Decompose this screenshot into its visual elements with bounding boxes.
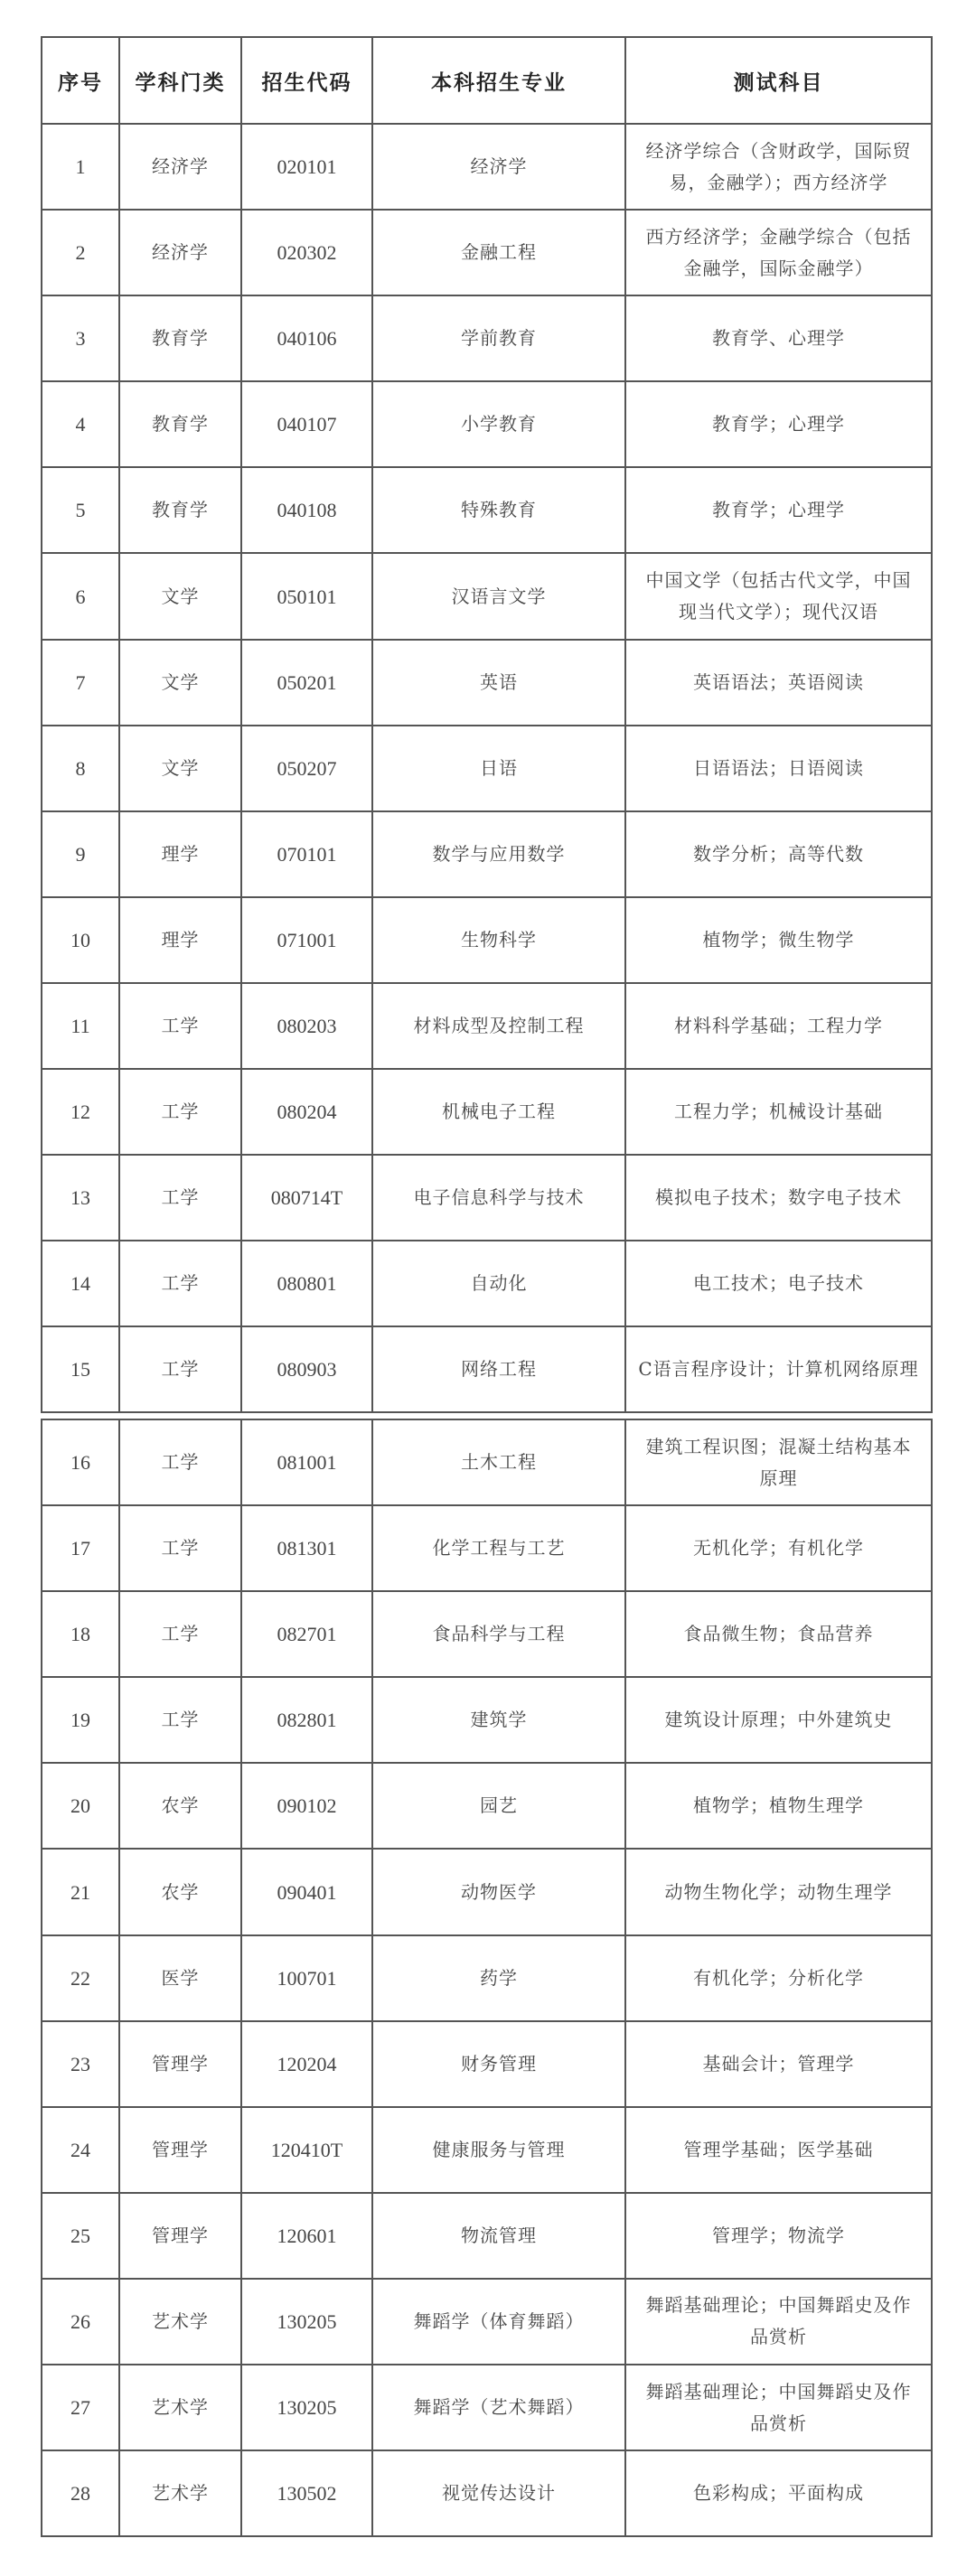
- cell-major: 电子信息科学与技术: [372, 1155, 625, 1241]
- cell-category: 管理学: [119, 2021, 241, 2107]
- cell-index: 7: [42, 640, 119, 726]
- cell-index: 22: [42, 1935, 119, 2021]
- cell-index: 1: [42, 124, 119, 210]
- table-row: [42, 640, 932, 726]
- cell-subjects: C语言程序设计；计算机网络原理: [625, 1326, 932, 1412]
- table-header-row: [42, 37, 932, 124]
- cell-code: 120204: [241, 2021, 372, 2107]
- cell-index: 28: [42, 2450, 119, 2536]
- cell-subjects: 无机化学；有机化学: [625, 1505, 932, 1591]
- cell-code: 071001: [241, 897, 372, 983]
- header-major: 本科招生专业: [372, 37, 625, 124]
- table-row: [42, 295, 932, 381]
- cell-category: 教育学: [119, 295, 241, 381]
- cell-major: 日语: [372, 726, 625, 811]
- cell-category: 医学: [119, 1935, 241, 2021]
- cell-subjects: 经济学综合（含财政学，国际贸易，金融学）；西方经济学: [625, 124, 932, 210]
- table-row: [42, 1935, 932, 2021]
- admissions-table-part-2: [41, 1419, 933, 2537]
- cell-index: 2: [42, 210, 119, 295]
- table-row: [42, 2021, 932, 2107]
- table-row: [42, 1069, 932, 1155]
- cell-code: 080714T: [241, 1155, 372, 1241]
- cell-major: 物流管理: [372, 2193, 625, 2279]
- cell-major: 数学与应用数学: [372, 811, 625, 897]
- cell-category: 工学: [119, 1505, 241, 1591]
- cell-subjects: 数学分析；高等代数: [625, 811, 932, 897]
- cell-index: 11: [42, 983, 119, 1069]
- cell-major: 金融工程: [372, 210, 625, 295]
- cell-category: 农学: [119, 1763, 241, 1849]
- cell-category: 教育学: [119, 467, 241, 553]
- cell-major: 园艺: [372, 1763, 625, 1849]
- cell-code: 080204: [241, 1069, 372, 1155]
- cell-index: 3: [42, 295, 119, 381]
- cell-code: 020302: [241, 210, 372, 295]
- cell-index: 20: [42, 1763, 119, 1849]
- table-row: [42, 1241, 932, 1326]
- cell-code: 040108: [241, 467, 372, 553]
- table-body-part-2: [42, 1419, 932, 2536]
- cell-major: 英语: [372, 640, 625, 726]
- cell-subjects: 材料科学基础；工程力学: [625, 983, 932, 1069]
- cell-code: 090102: [241, 1763, 372, 1849]
- cell-category: 文学: [119, 726, 241, 811]
- cell-category: 经济学: [119, 210, 241, 295]
- header-category: 学科门类: [119, 37, 241, 124]
- cell-major: 建筑学: [372, 1677, 625, 1763]
- cell-index: 5: [42, 467, 119, 553]
- cell-major: 动物医学: [372, 1849, 625, 1934]
- cell-index: 6: [42, 553, 119, 639]
- table-row: [42, 811, 932, 897]
- table-row: [42, 124, 932, 210]
- table-row: [42, 2279, 932, 2365]
- cell-subjects: 西方经济学；金融学综合（包括金融学，国际金融学）: [625, 210, 932, 295]
- cell-major: 经济学: [372, 124, 625, 210]
- cell-subjects: 基础会计；管理学: [625, 2021, 932, 2107]
- cell-subjects: 有机化学；分析化学: [625, 1935, 932, 2021]
- cell-category: 工学: [119, 1591, 241, 1677]
- cell-code: 080801: [241, 1241, 372, 1326]
- cell-major: 汉语言文学: [372, 553, 625, 639]
- cell-index: 21: [42, 1849, 119, 1934]
- cell-index: 17: [42, 1505, 119, 1591]
- cell-code: 130205: [241, 2365, 372, 2450]
- cell-major: 小学教育: [372, 381, 625, 467]
- table-row: [42, 983, 932, 1069]
- cell-subjects: 动物生物化学；动物生理学: [625, 1849, 932, 1934]
- cell-major: 财务管理: [372, 2021, 625, 2107]
- cell-code: 081001: [241, 1419, 372, 1505]
- cell-code: 130502: [241, 2450, 372, 2536]
- cell-subjects: 教育学；心理学: [625, 467, 932, 553]
- cell-subjects: 管理学；物流学: [625, 2193, 932, 2279]
- cell-code: 040107: [241, 381, 372, 467]
- cell-code: 100701: [241, 1935, 372, 2021]
- cell-category: 文学: [119, 640, 241, 726]
- cell-index: 26: [42, 2279, 119, 2365]
- cell-subjects: 中国文学（包括古代文学，中国现当代文学）；现代汉语: [625, 553, 932, 639]
- cell-subjects: 建筑设计原理；中外建筑史: [625, 1677, 932, 1763]
- cell-major: 健康服务与管理: [372, 2107, 625, 2193]
- cell-subjects: 食品微生物；食品营养: [625, 1591, 932, 1677]
- cell-category: 经济学: [119, 124, 241, 210]
- cell-code: 040106: [241, 295, 372, 381]
- cell-major: 生物科学: [372, 897, 625, 983]
- cell-code: 090401: [241, 1849, 372, 1934]
- cell-index: 25: [42, 2193, 119, 2279]
- header-index: 序号: [42, 37, 119, 124]
- table-row: [42, 1505, 932, 1591]
- cell-subjects: 色彩构成；平面构成: [625, 2450, 932, 2536]
- table-row: [42, 726, 932, 811]
- table-row: [42, 1591, 932, 1677]
- table-row: [42, 2193, 932, 2279]
- cell-index: 10: [42, 897, 119, 983]
- cell-subjects: 电工技术；电子技术: [625, 1241, 932, 1326]
- cell-index: 4: [42, 381, 119, 467]
- cell-category: 文学: [119, 553, 241, 639]
- table-row: [42, 2365, 932, 2450]
- cell-subjects: 教育学；心理学: [625, 381, 932, 467]
- cell-code: 080903: [241, 1326, 372, 1412]
- cell-code: 130205: [241, 2279, 372, 2365]
- cell-major: 学前教育: [372, 295, 625, 381]
- cell-major: 材料成型及控制工程: [372, 983, 625, 1069]
- cell-index: 9: [42, 811, 119, 897]
- cell-category: 农学: [119, 1849, 241, 1934]
- cell-code: 070101: [241, 811, 372, 897]
- table-row: [42, 381, 932, 467]
- cell-index: 19: [42, 1677, 119, 1763]
- cell-major: 自动化: [372, 1241, 625, 1326]
- cell-category: 理学: [119, 811, 241, 897]
- cell-subjects: 舞蹈基础理论；中国舞蹈史及作品赏析: [625, 2365, 932, 2450]
- cell-subjects: 植物学；植物生理学: [625, 1763, 932, 1849]
- cell-major: 药学: [372, 1935, 625, 2021]
- cell-index: 18: [42, 1591, 119, 1677]
- table-row: [42, 2450, 932, 2536]
- cell-index: 16: [42, 1419, 119, 1505]
- table-row: [42, 1849, 932, 1934]
- table-row: [42, 1419, 932, 1505]
- cell-category: 理学: [119, 897, 241, 983]
- cell-index: 14: [42, 1241, 119, 1326]
- cell-subjects: 日语语法；日语阅读: [625, 726, 932, 811]
- cell-code: 080203: [241, 983, 372, 1069]
- cell-code: 050201: [241, 640, 372, 726]
- table-row: [42, 1763, 932, 1849]
- cell-code: 020101: [241, 124, 372, 210]
- table-row: [42, 553, 932, 639]
- cell-code: 081301: [241, 1505, 372, 1591]
- table-row: [42, 897, 932, 983]
- admissions-table-part-1: [41, 36, 933, 1413]
- cell-subjects: 管理学基础；医学基础: [625, 2107, 932, 2193]
- cell-major: 特殊教育: [372, 467, 625, 553]
- table-row: [42, 1677, 932, 1763]
- table-row: [42, 210, 932, 295]
- cell-subjects: 植物学；微生物学: [625, 897, 932, 983]
- cell-code: 050101: [241, 553, 372, 639]
- cell-category: 工学: [119, 1155, 241, 1241]
- header-code: 招生代码: [241, 37, 372, 124]
- cell-subjects: 工程力学；机械设计基础: [625, 1069, 932, 1155]
- cell-major: 化学工程与工艺: [372, 1505, 625, 1591]
- table-row: [42, 1155, 932, 1241]
- cell-major: 土木工程: [372, 1419, 625, 1505]
- table-row: [42, 467, 932, 553]
- cell-index: 12: [42, 1069, 119, 1155]
- cell-category: 管理学: [119, 2107, 241, 2193]
- cell-category: 工学: [119, 1241, 241, 1326]
- cell-code: 082801: [241, 1677, 372, 1763]
- cell-code: 082701: [241, 1591, 372, 1677]
- cell-subjects: 模拟电子技术；数字电子技术: [625, 1155, 932, 1241]
- cell-category: 工学: [119, 1326, 241, 1412]
- cell-code: 120601: [241, 2193, 372, 2279]
- cell-index: 27: [42, 2365, 119, 2450]
- table-body-part-1: [42, 124, 932, 1412]
- cell-index: 24: [42, 2107, 119, 2193]
- cell-subjects: 教育学、心理学: [625, 295, 932, 381]
- cell-subjects: 英语语法；英语阅读: [625, 640, 932, 726]
- table-row: [42, 2107, 932, 2193]
- cell-category: 艺术学: [119, 2365, 241, 2450]
- cell-major: 网络工程: [372, 1326, 625, 1412]
- table-row: [42, 1326, 932, 1412]
- cell-index: 15: [42, 1326, 119, 1412]
- cell-major: 舞蹈学（艺术舞蹈）: [372, 2365, 625, 2450]
- cell-major: 食品科学与工程: [372, 1591, 625, 1677]
- cell-major: 视觉传达设计: [372, 2450, 625, 2536]
- cell-subjects: 建筑工程识图；混凝土结构基本原理: [625, 1419, 932, 1505]
- cell-code: 120410T: [241, 2107, 372, 2193]
- cell-category: 艺术学: [119, 2450, 241, 2536]
- cell-category: 工学: [119, 1419, 241, 1505]
- cell-category: 艺术学: [119, 2279, 241, 2365]
- cell-category: 工学: [119, 983, 241, 1069]
- cell-category: 工学: [119, 1069, 241, 1155]
- cell-category: 管理学: [119, 2193, 241, 2279]
- cell-index: 8: [42, 726, 119, 811]
- cell-category: 教育学: [119, 381, 241, 467]
- header-subjects: 测试科目: [625, 37, 932, 124]
- cell-code: 050207: [241, 726, 372, 811]
- cell-category: 工学: [119, 1677, 241, 1763]
- cell-major: 机械电子工程: [372, 1069, 625, 1155]
- cell-major: 舞蹈学（体育舞蹈）: [372, 2279, 625, 2365]
- cell-subjects: 舞蹈基础理论；中国舞蹈史及作品赏析: [625, 2279, 932, 2365]
- cell-index: 13: [42, 1155, 119, 1241]
- cell-index: 23: [42, 2021, 119, 2107]
